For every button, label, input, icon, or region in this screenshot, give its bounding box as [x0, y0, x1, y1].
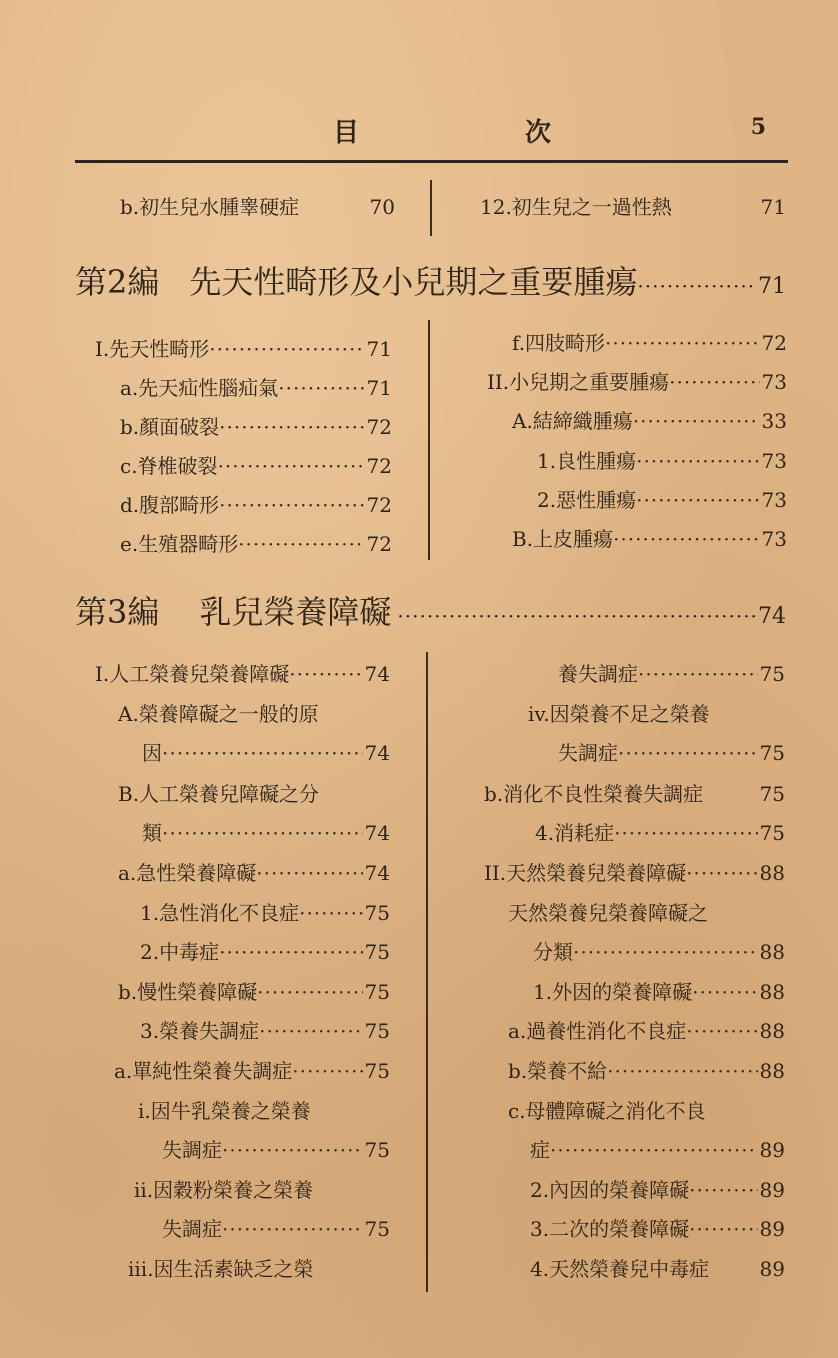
- toc-entry: a.過養性消化不良症 ····· 88: [508, 1019, 785, 1043]
- toc-entry: i.因牛乳榮養之榮養: [138, 1099, 311, 1123]
- toc-entry: 因 ····· 74: [142, 741, 390, 765]
- toc-entry: I.人工榮養兒榮養障礙 ····· 74: [95, 662, 390, 686]
- toc-entry: 2.惡性腫瘍 ····· 73: [537, 488, 787, 512]
- toc-entry: 1.外因的榮養障礙 ····· 88: [533, 980, 785, 1004]
- toc-entry: 類 ····· 74: [142, 821, 390, 845]
- toc-entry: e.生殖器畸形 ····· 72: [120, 532, 392, 556]
- toc-entry: iii.因生活素缺乏之榮: [128, 1257, 314, 1281]
- toc-entry: 4.消耗症 ····· 75: [535, 821, 785, 845]
- column-divider-part3: [426, 652, 428, 1292]
- page-number: 5: [750, 114, 766, 140]
- toc-entry: f.四肢畸形 ····· 72: [512, 331, 787, 355]
- toc-entry: c.母體障礙之消化不良: [508, 1099, 706, 1123]
- header-title-right: 次: [525, 118, 552, 148]
- part-heading-3: 第3編 乳兒榮養障礙 ····· 74: [75, 592, 786, 632]
- toc-entry: b.榮養不給 ····· 88: [508, 1059, 785, 1083]
- toc-entry: A.榮養障礙之一般的原: [118, 702, 319, 726]
- toc-entry: B.人工榮養兒障礙之分: [118, 782, 320, 806]
- toc-entry: a.單純性榮養失調症 ····· 75: [114, 1059, 390, 1083]
- column-divider-top: [430, 180, 432, 236]
- toc-entry: b.消化不良性榮養失調症 75: [484, 782, 785, 806]
- toc-entry: 失調症 ····· 75: [162, 1138, 390, 1162]
- toc-entry: a.急性榮養障礙 ····· 74: [118, 861, 390, 885]
- toc-entry: c.脊椎破裂 ····· 72: [120, 454, 392, 478]
- part-heading-2: 第2編 先天性畸形及小兒期之重要腫瘍 ····· 71: [75, 262, 786, 302]
- toc-entry: b.顏面破裂 ····· 72: [120, 415, 392, 439]
- toc-entry: 症 ····· 89: [530, 1138, 785, 1162]
- toc-entry: 4.天然榮養兒中毒症 89: [530, 1257, 785, 1281]
- header-rule: [75, 160, 788, 163]
- toc-entry: 2.內因的榮養障礙 ····· 89: [530, 1178, 785, 1202]
- toc-entry: b.初生兒水腫睾硬症 70: [120, 195, 395, 219]
- toc-entry: 分類 ····· 88: [533, 940, 785, 964]
- toc-entry: b.慢性榮養障礙 ····· 75: [118, 980, 390, 1004]
- toc-entry: d.腹部畸形 ····· 72: [120, 493, 392, 517]
- toc-entry: II.小兒期之重要腫瘍 ····· 73: [487, 370, 787, 394]
- toc-entry: B.上皮腫瘍 ····· 73: [512, 527, 787, 551]
- page-header: [75, 112, 788, 152]
- toc-entry: 3.二次的榮養障礙 ····· 89: [530, 1217, 785, 1241]
- toc-entry: 12.初生兒之一過性熱 71: [480, 195, 786, 219]
- toc-entry: ii.因穀粉榮養之榮養: [134, 1178, 314, 1202]
- toc-entry: 1.良性腫瘍 ····· 73: [537, 449, 787, 473]
- toc-entry: a.先天疝性腦疝氣 ····· 71: [120, 376, 392, 400]
- toc-entry: 失調症 ····· 75: [162, 1217, 390, 1241]
- toc-entry: 2.中毒症 ····· 75: [140, 940, 390, 964]
- toc-entry: II.天然榮養兒榮養障礙 ····· 88: [484, 861, 785, 885]
- toc-entry: 1.急性消化不良症 ····· 75: [140, 901, 390, 925]
- toc-entry: 天然榮養兒榮養障礙之: [508, 901, 708, 925]
- toc-entry: 養失調症 ····· 75: [558, 662, 785, 686]
- toc-entry: I.先天性畸形 ····· 71: [95, 337, 392, 361]
- toc-entry: 3.榮養失調症 ····· 75: [140, 1019, 390, 1043]
- toc-entry: iv.因榮養不足之榮養: [528, 702, 710, 726]
- column-divider-part2: [428, 320, 430, 560]
- toc-entry: 失調症 ····· 75: [558, 741, 785, 765]
- header-title-left: 目: [333, 118, 360, 148]
- toc-entry: A.結締織腫瘍 ····· 33: [512, 409, 787, 433]
